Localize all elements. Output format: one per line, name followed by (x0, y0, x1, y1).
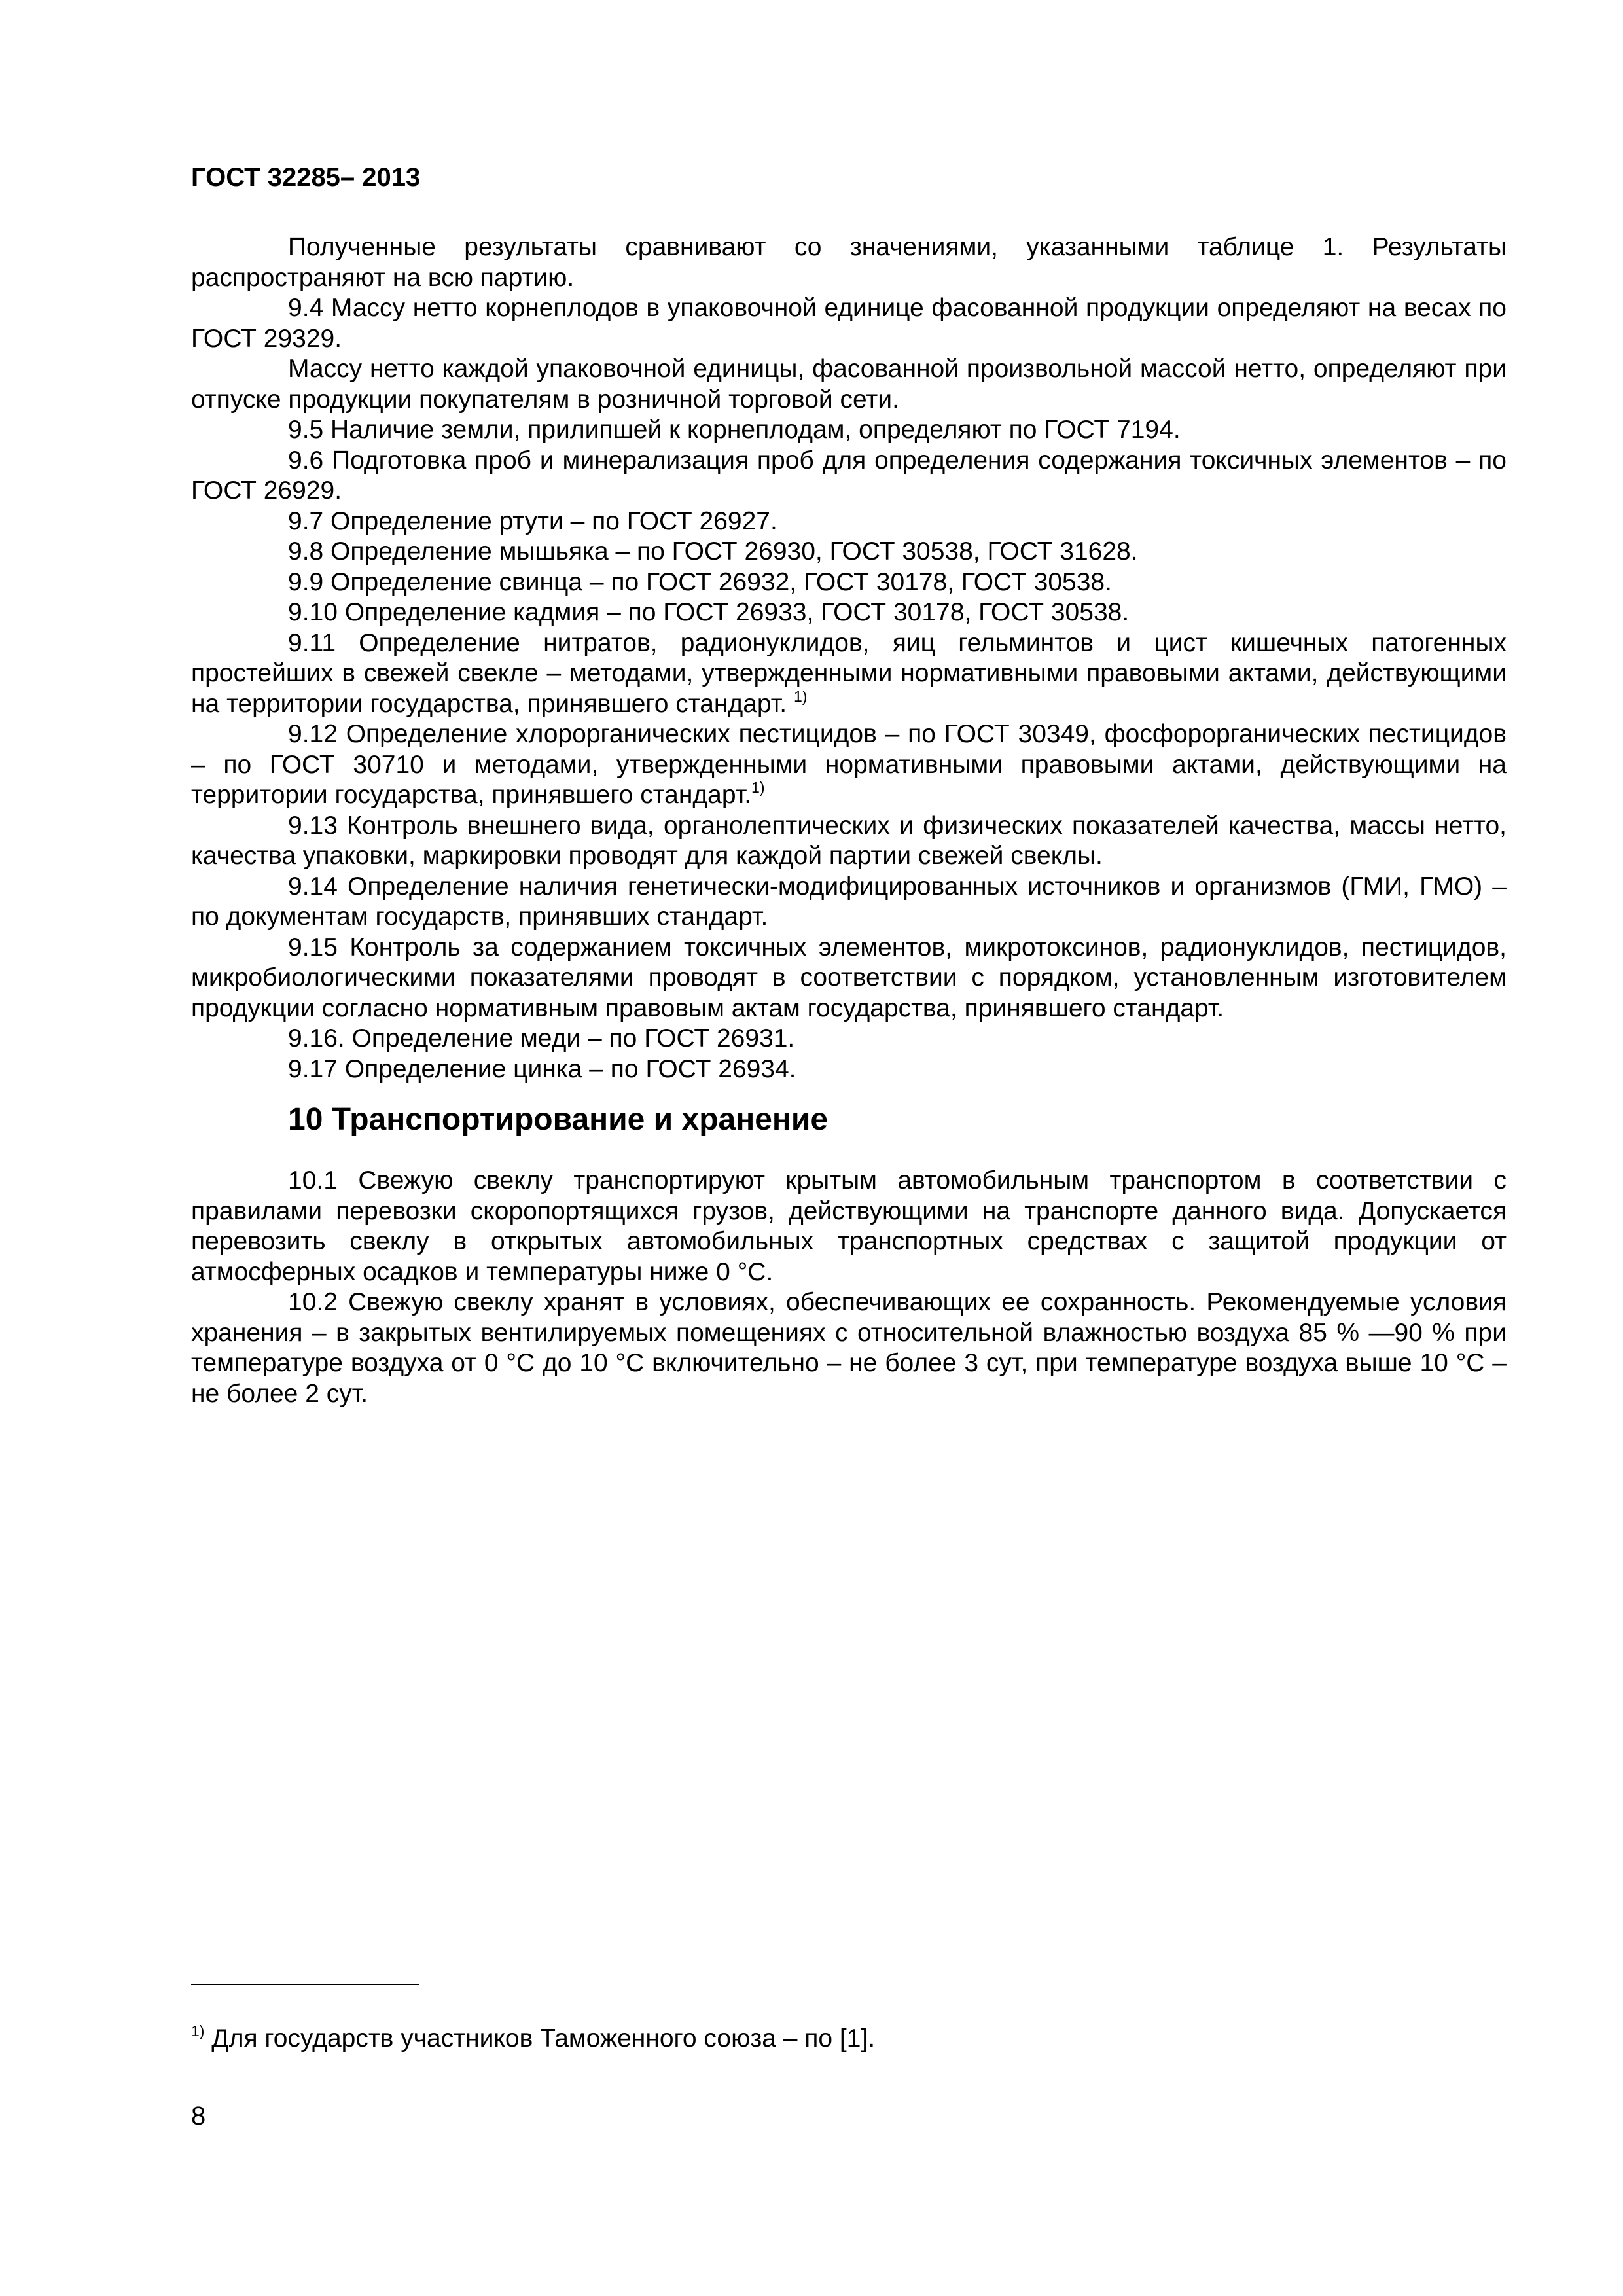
paragraph: 9.15 Контроль за содержанием токсичных элементов, микротоксинов, радионуклидов, пестицидов, микробиологическими показателями проводят в соответствии с порядком, установленным изготовителем продукции согласно нормативным правовым актам государства, принявшего стандарт. (191, 933, 1507, 1022)
paragraph: 9.16. Определение меди – по ГОСТ 26931. (288, 1024, 795, 1052)
paragraph: 9.17 Определение цинка – по ГОСТ 26934. (288, 1054, 796, 1083)
paragraph: 9.5 Наличие земли, прилипшей к корнеплодам, определяют по ГОСТ 7194. (288, 416, 1181, 444)
paragraph: 9.8 Определение мышьяка – по ГОСТ 26930, ГОСТ 30538, ГОСТ 31628. (288, 537, 1138, 565)
footnote-reference: 1) (793, 687, 808, 705)
paragraph-text: 9.11 Определение нитратов, радионуклидов, яиц гельминтов и цист кишечных патогенных простейших в свежей свекле – методами, утвержденными нормативными правовыми актами, действующими на территории государства, принявшего стандарт. (191, 628, 1507, 718)
document-body (191, 232, 1507, 1409)
footnote-reference: 1) (751, 779, 765, 796)
paragraph: 9.7 Определение ртути – по ГОСТ 26927. (288, 507, 777, 535)
paragraph: Полученные результаты сравнивают со значениями, указанными таблице 1. Результаты распространяют на всю партию. (191, 233, 1507, 292)
paragraph: Массу нетто каждой упаковочной единицы, фасованной произвольной массой нетто, определяют при отпуске продукции покупателям в розничной торговой сети. (191, 355, 1507, 414)
footnote-separator (191, 1984, 419, 1985)
page-number: 8 (191, 2102, 206, 2130)
paragraph: 9.10 Определение кадмия – по ГОСТ 26933, ГОСТ 30178, ГОСТ 30538. (288, 598, 1130, 626)
paragraph-10-2: 10.2 Свежую свеклу хранят в условиях, обеспечивающих ее сохранность. Рекомендуемые условия хранения – в закрытых вентилируемых помещениях с относительной влажностью воздуха 85 % —90 % при температуре воздуха от 0 °С до 10 °С включительно – не более 3 сут, при температуре воздуха выше 10 °С – не более 2 сут. (191, 1288, 1507, 1408)
paragraph-10-1: 10.1 Свежую свеклу транспортируют крытым автомобильным транспортом в соответствии с правилами перевозки скоропортящихся грузов, действующими на транспорте данного вида. Допускается перевозить свеклу в открытых автомобильных транспортных средствах с защитой продукции от атмосферных осадков и температуры ниже 0 °С. (191, 1166, 1507, 1286)
paragraph: 9.6 Подготовка проб и минерализация проб для определения содержания токсичных элементов – по ГОСТ 26929. (191, 446, 1507, 505)
paragraph: 9.4 Массу нетто корнеплодов в упаковочной единице фасованной продукции определяют на весах по ГОСТ 29329. (191, 294, 1507, 353)
section-heading: 10 Транспортирование и хранение (288, 1102, 829, 1137)
paragraph-9-11 (191, 628, 1507, 720)
footnote-text: Для государств участников Таможенного союза – по [1]. (211, 2024, 876, 2053)
paragraph: 9.13 Контроль внешнего вида, органолептических и физических показателей качества, массы нетто, качества упаковки, маркировки проводят для каждой партии свежей свеклы. (191, 811, 1507, 870)
footnote (191, 2022, 875, 2055)
paragraph-9-12 (191, 719, 1507, 811)
paragraph-text: 9.12 Определение хлорорганических пестицидов – по ГОСТ 30349, фосфорорганических пестицидов – по ГОСТ 30710 и методами, утвержденными нормативными правовыми актами, действующими на территории государства, принявшего стандарт. (191, 720, 1507, 809)
document-header: ГОСТ 32285– 2013 (191, 163, 421, 192)
paragraph: 9.14 Определение наличия генетически-модифицированных источников и организмов (ГМИ, ГМО) – по документам государств, принявших стандарт. (191, 872, 1507, 931)
footnote-mark: 1) (191, 2022, 205, 2039)
paragraph: 9.9 Определение свинца – по ГОСТ 26932, ГОСТ 30178, ГОСТ 30538. (288, 567, 1112, 596)
